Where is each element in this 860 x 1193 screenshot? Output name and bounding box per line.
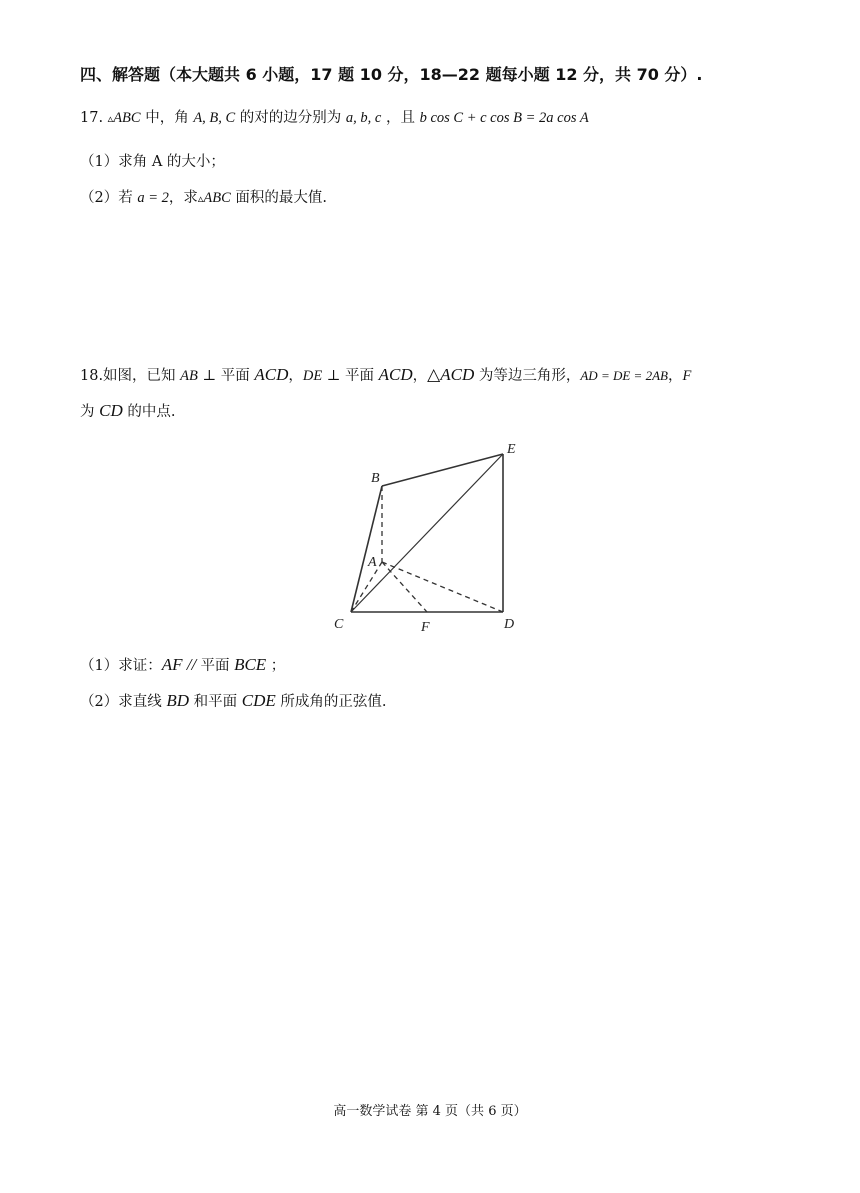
q18-equation: AD = DE = 2AB [580,368,668,383]
q18-prefix: 18.如图，已知 [80,368,181,384]
q18-f: F [682,368,692,384]
q18-part1-b: 平面 [200,658,235,674]
q17-part1: （1）求角 A 的大小； [80,154,225,170]
q17-part2-b: ，求 [168,190,198,206]
q17-equation: b cos C + c cos B = 2a cos A [419,110,589,126]
edge-af [382,562,427,612]
q18-part1-a: （1）求证： [80,658,162,674]
q17-part2-name: ABC [203,190,231,206]
q17-angles: A, B, C [193,110,236,126]
q18-line2-a: 为 [80,404,100,420]
q18-cd: CD [99,401,123,420]
q17-triangle-name: ABC [113,110,141,126]
q17-part2-a: （2）若 [80,190,138,206]
edge-ac [351,562,382,612]
q18-acd1: ACD [254,365,289,384]
q18-equi: 为等边三角形， [474,368,581,384]
q18-triangle: △ACD [427,365,475,384]
q18-stem-line2 [80,400,175,421]
q18-ab: AB [180,368,198,384]
label-b: B [371,471,380,486]
q18-line2-b: 的中点. [122,404,176,420]
q18-sep1: ， [288,368,303,384]
label-e: E [507,442,516,457]
triangle-symbol: ▵ [107,112,114,125]
q18-de: DE [302,368,323,384]
section-title: 四、解答题（本大题共 6 小题，17 题 10 分，18—22 题每小题 12 分，共 70 分）. [80,65,703,84]
q18-part2-b: 和平面 [189,694,242,710]
q18-part1-c: ； [266,658,286,674]
label-d: D [504,617,515,632]
edge-be [382,454,503,486]
geometry-svg [320,435,540,635]
q18-part2-c: 所成角的正弦值. [275,694,387,710]
q18-part2 [80,690,386,711]
q17-part2 [80,186,327,207]
q18-part2-cde: CDE [241,691,276,710]
q18-part1 [80,654,285,675]
geometry-figure [320,435,540,639]
q17-part2-eq: a = 2 [137,190,169,206]
triangle-symbol: ▵ [197,192,204,205]
q17-stem [80,106,589,127]
q18-stem [80,364,691,385]
q17-text-a: 中，角 [140,110,194,126]
q18-perp2: ⊥ 平面 [322,368,379,384]
q18-sep2: ， [412,368,428,384]
page-footer: 高一数学试卷 第 4 页（共 6 页） [333,1104,527,1119]
q18-part1-bce: BCE [234,655,267,674]
q18-part2-a: （2）求直线 [80,694,167,710]
q17-text-c: ，且 [381,110,420,126]
label-c: C [334,617,344,632]
edge-cb [351,486,382,612]
q17-number: 17. [80,110,104,126]
q18-part2-bd: BD [166,691,190,710]
edge-ad [382,562,503,612]
q18-perp1: ⊥ 平面 [197,368,255,384]
q17-sides: a, b, c [345,110,382,126]
q18-acd2: ACD [378,365,413,384]
q18-part1-math: AF // [161,655,201,674]
q17-text-b: 的对的边分别为 [235,110,346,126]
label-f: F [421,620,430,635]
label-a: A [368,555,377,570]
q17-part2-c: 面积的最大值. [230,190,328,206]
q18-sep3: ， [667,368,683,384]
